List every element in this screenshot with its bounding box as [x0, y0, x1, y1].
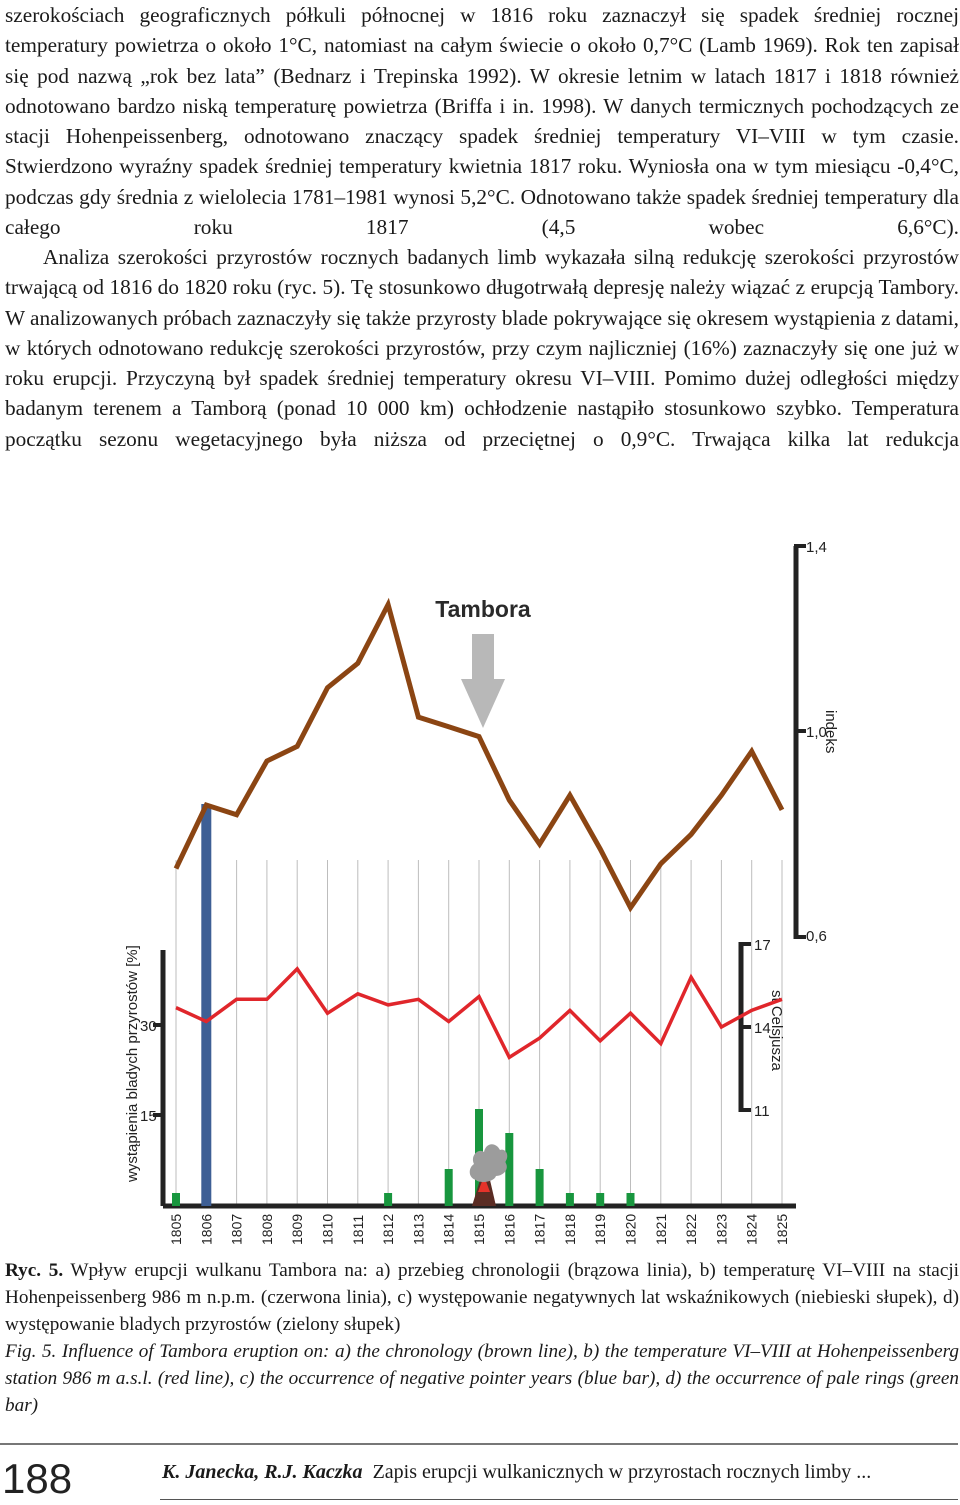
index-tick-0-6: 0,6 — [806, 928, 827, 945]
index-tick-1-4: 1,4 — [806, 539, 827, 556]
x-tick-label-1819: 1819 — [592, 1213, 609, 1245]
running-head-title: Zapis erupcji wulkanicznych w przyrostach rocznych limby ... — [372, 1461, 872, 1483]
x-tick-label-1821: 1821 — [652, 1213, 669, 1245]
x-tick-label-1815: 1815 — [471, 1213, 487, 1245]
x-tick-label-1814: 1814 — [440, 1213, 457, 1245]
tambora-arrow-icon — [461, 634, 505, 728]
pale-ring-bar-1819 — [596, 1193, 604, 1206]
footer-rule-thin — [160, 1499, 958, 1500]
temp-tick-14: 14 — [754, 1020, 771, 1037]
figure-5-chart — [0, 530, 960, 1252]
pale-axis-label: wystąpienia bladych przyrostów [%] — [124, 945, 141, 1182]
paragraph-1: szerokościach geograficznych półkuli północnej w 1816 roku zaznaczył się spadek średniej rocznej temperatury powietrza o około 1°C, natomiast na całym świecie o około 0,7°C (Lamb 1969). Rok ten zapisał się pod nazwą „rok bez lata” (Bednarz i Trepinska 1992). W okresie letnim w latach 1817 i 1818 również odnotowano bardzo niską temperaturę powietrza (Briffa i in. 1998). W danych termicznych pochodzących ze stacji Hohenpeissenberg, odnotowano znaczący spadek średniej temperatury VI–VIII w tym czasie. Stwierdzono wyraźny spadek średniej temperatury kwietnia 1817 roku. Wyniosła ona w tym miesiącu -0,4°C, podczas gdy średnia z wielolecia 1781–1981 wynosi 5,2°C. Odnotowano także spadek średniej temperatury dla całego roku 1817 (4,5 wobec 6,6°C). — [5, 3, 959, 239]
pale-ring-bar-1817 — [536, 1169, 544, 1206]
pale-ring-bar-1812 — [384, 1193, 392, 1206]
caption-label: Ryc. 5. — [5, 1260, 64, 1281]
x-tick-label-1806: 1806 — [198, 1213, 215, 1245]
x-tick-label-1816: 1816 — [501, 1213, 518, 1245]
caption-polish-text: Wpływ erupcji wulkanu Tambora na: a) przebieg chronologii (brązowa linia), b) temperaturę VI–VIII na stacji Hohenpeissenberg 986 m n.p.m. (czerwona linia), c) występowanie negatywnych lat wskaźnikowych (niebieski słupek), d) występowanie bladych przyrostów (zielony słupek) — [5, 1260, 959, 1335]
x-tick-label-1809: 1809 — [289, 1213, 306, 1245]
running-head — [162, 1459, 871, 1485]
pale-tick-30: 30 — [140, 1018, 157, 1035]
body-text — [5, 0, 959, 454]
index-axis-label: indeks — [822, 710, 839, 754]
caption-polish — [5, 1257, 959, 1338]
index-tick-1-0: 1,0 — [806, 724, 827, 741]
temp-tick-11: 11 — [754, 1103, 770, 1120]
x-tick-label-1811: 1811 — [349, 1214, 366, 1245]
pale-ring-bar-1814 — [445, 1169, 453, 1206]
x-tick-label-1813: 1813 — [410, 1213, 427, 1245]
x-tick-label-1818: 1818 — [561, 1213, 578, 1245]
x-tick-label-1805: 1805 — [168, 1213, 184, 1245]
running-head-authors: K. Janecka, R.J. Kaczka — [162, 1461, 363, 1483]
x-tick-label-1810: 1810 — [319, 1213, 336, 1245]
x-tick-label-1823: 1823 — [713, 1213, 730, 1245]
volcano-icon — [470, 1144, 508, 1206]
x-tick-label-1822: 1822 — [683, 1213, 700, 1245]
pale-ring-bar-1805 — [172, 1193, 180, 1206]
pale-ring-bar-1820 — [627, 1193, 635, 1206]
x-tick-label-1817: 1817 — [531, 1213, 548, 1245]
pale-tick-15: 15 — [140, 1108, 157, 1125]
page-number: 188 — [2, 1455, 73, 1502]
caption-english: Fig. 5. Influence of Tambora eruption on: a) the chronology (brown line), b) the temperature VI–VIII at Hohenpeissenberg station 986 m a.s.l. (red line), c) the occurrence of negative pointer years (blue bar), d) the occurrence of pale rings (green bar) — [5, 1341, 959, 1416]
x-tick-label-1824: 1824 — [743, 1213, 760, 1245]
temp-axis-label: st Celsjusza — [768, 990, 785, 1071]
paragraph-2: Analiza szerokości przyrostów rocznych badanych limb wykazała silną redukcję szerokości przyrostów trwającą od 1816 do 1820 roku (ryc. 5). Tę stosunkowo długotrwałą depresję należy wiązać z erupcją Tambory. W analizowanych próbach zaznaczyły się także przyrosty blade pokrywające się okresem wystąpienia z datami, w których odnotowano redukcję szerokości przyrostów, przy czym najliczniej (16%) zaznaczyły się one już w roku erupcji. Przyczyną był spadek średniej temperatury okresu VI–VIII. Pomimo dużej odległości między badanym terenem a Tamborą (ponad 10 000 km) ochłodzenie nastąpiło stosunkowo szybko. Temperatura początku sezonu wegetacyjnego była niższa od przeciętnej o 0,9°C. Trwająca kilka lat redukcja — [5, 245, 960, 451]
figure-caption — [5, 1257, 959, 1419]
x-tick-label-1807: 1807 — [228, 1213, 245, 1245]
footer-rule — [0, 1443, 958, 1445]
pale-ring-bar-1816 — [505, 1133, 513, 1206]
x-tick-label-1808: 1808 — [258, 1213, 275, 1245]
x-tick-label-1812: 1812 — [380, 1213, 397, 1245]
tambora-label: Tambora — [435, 596, 531, 622]
negative-year-bar-1806 — [201, 804, 211, 1206]
temp-tick-17: 17 — [754, 937, 771, 954]
x-tick-label-1825: 1825 — [774, 1213, 790, 1245]
x-tick-label-1820: 1820 — [622, 1213, 639, 1245]
pale-ring-bar-1818 — [566, 1193, 574, 1206]
